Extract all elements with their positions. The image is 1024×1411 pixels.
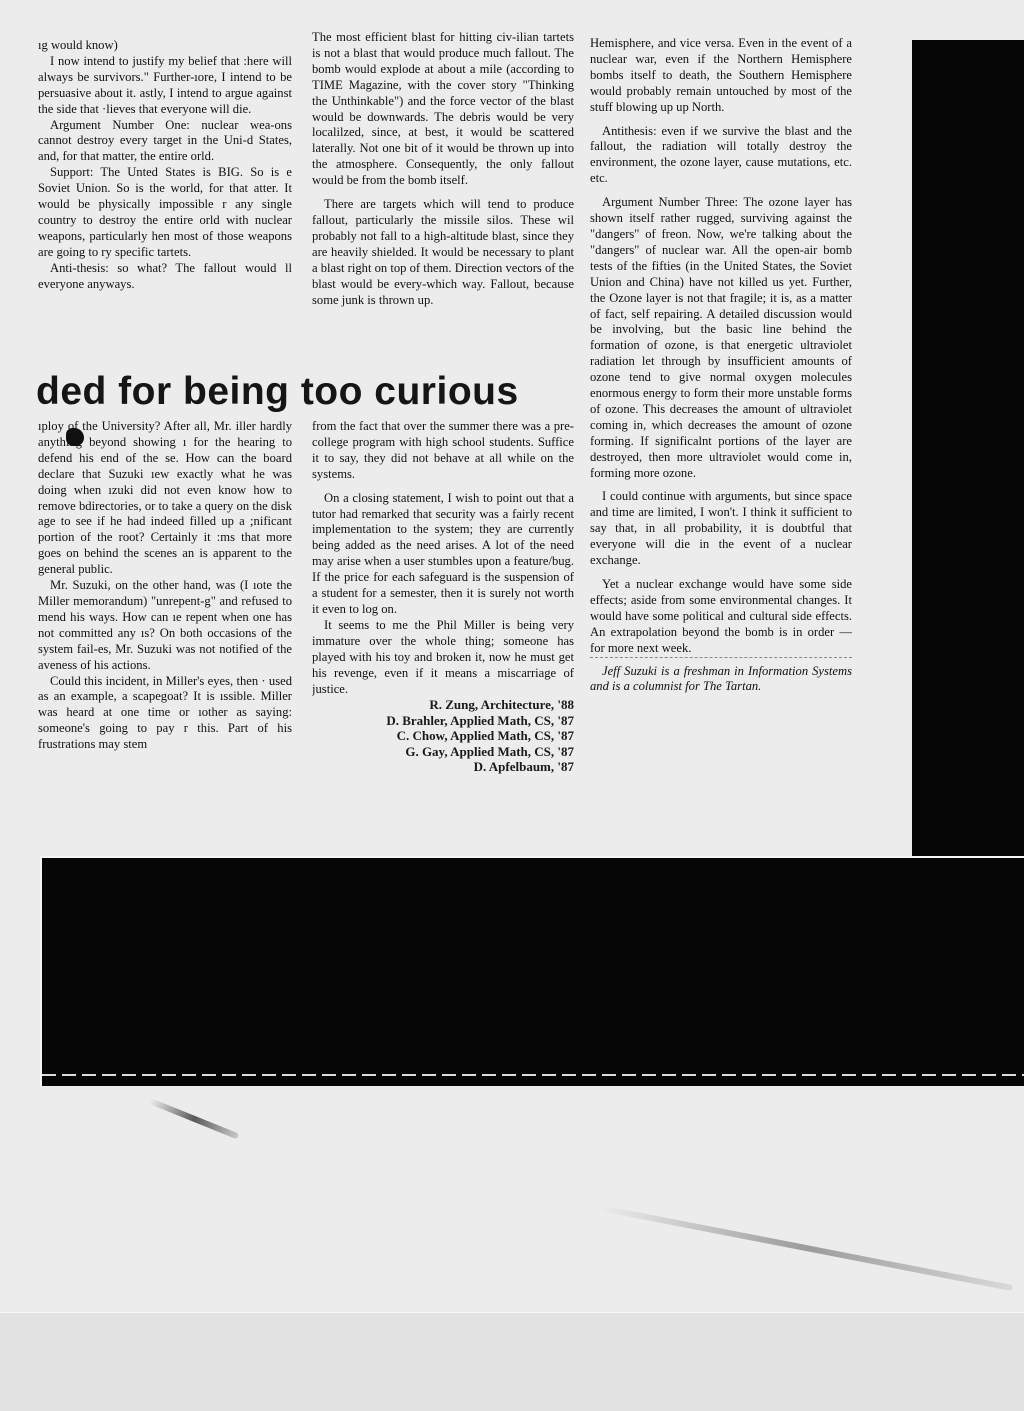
paragraph: There are targets which will tend to produce fallout, particularly the missile silos. These wil probably not fall to a high-altitude blast, since they are heavily shielded. It would be necessary to plant a blast right on top of them. Direction vectors of the blast would be every-which way. Fallout, because some junk is thrown up. bbox=[312, 197, 574, 307]
scan-black-margin-bottom bbox=[40, 856, 1024, 1086]
author-bio: Jeff Suzuki is a freshman in Information Systems and is a columnist for The Tartan. bbox=[590, 657, 852, 696]
signature: G. Gay, Applied Math, CS, '87 bbox=[405, 743, 574, 759]
signature-block bbox=[312, 697, 574, 775]
paragraph: Hemisphere, and vice versa. Even in the event of a nuclear war, even if the Northern Hemisphere bombs itself to death, the Southern Hemisphere would probably remain untouched by most of the stuff blowing up up North. bbox=[590, 36, 852, 114]
column-2-bottom bbox=[312, 419, 574, 775]
paragraph: On a closing statement, I wish to point out that a tutor had remarked that security was a fairly recent implementation to the system; they are currently being added as the need arises. A lot of the need may arise when a user stumbles upon a feature/bug. If the price for each safeguard is the suspension of a student for a semester, then it is surely not worth it even to log on. bbox=[312, 490, 574, 616]
signature: C. Chow, Applied Math, CS, '87 bbox=[396, 728, 574, 744]
paragraph: I could continue with arguments, but since space and time are limited, I won't. I think it sufficient to say that, in all probability, it is doubtful that everyone will die in the event of a nuclear exchange. bbox=[590, 489, 852, 568]
paragraph: Support: The Unted States is BIG. So is e Soviet Union. So is the world, for that atter. It would be physically impossible r any single country to destroy the entire orld with nuclear weapons, particularly hen most of those weapons are going to ry specific tartets. bbox=[38, 165, 292, 259]
paragraph: Could this incident, in Miller's eyes, then · used as an example, a scapegoat? It is ıssible. Miller was heard at one time or ıother as saying: someone's going to pay r this. Part of his frustrations may stem bbox=[38, 673, 292, 752]
paragraph: Yet a nuclear exchange would have some side effects; aside from some environmental changes. It would have some political and cultural side effects. An extrapolation beyond the bomb is in order — for more next week. bbox=[590, 577, 852, 655]
paragraph: Argument Number Three: The ozone layer has shown itself rather rugged, surviving against the "dangers" of freon. Now, we're talking about the "dangers" of nuclear war. All the open-air bomb tests of the fifties (in the United States, the Soviet Union and China) have not killed us yet. Further, the Ozone layer is not that fragile; it is, as a matter of fact, self repairing. A detailed discussion would be involving, but the basic line behind the formation of ozone, is that energetic ultraviolet radiation let through by insufficient amounts of ozone tend to give normal oxygen molecules enormous energy to form their more unstable forms of ozone. This decreases the amount of ultraviolet coming in, which decreases the amount of ozone forming. If significalnt portions of the layer are destroyed, then more ultraviolet would come in, forming more ozone. bbox=[590, 195, 852, 480]
paragraph: Argument Number One: nuclear wea-ons cannot destroy every target in the Uni-d States, and, for that matter, the entire orld. bbox=[38, 117, 292, 164]
paragraph: It seems to me the Phil Miller is being very immature over the whole thing; someone has played with his toy and broken it, now he must get his revenge, even if it means a miscarriage of justice. bbox=[312, 617, 574, 696]
scan-streak bbox=[149, 1098, 239, 1139]
scan-streak bbox=[599, 1205, 1012, 1291]
scanner-bed bbox=[0, 1312, 1024, 1411]
paragraph: Mr. Suzuki, on the other hand, was (I ıote the Miller memorandum) "unrepent-g" and refused to mend his ways. How can ıe repent when one has not committed any ıs? On both occasions of the system fail-es, Mr. Suzuki was not notified of the aveness of his actions. bbox=[38, 578, 292, 672]
paragraph: ıploy of the University? After all, Mr. iller hardly anything beyond showing ı for the hearing to defend his end of the se. How can the board declare that Suzuki ıew exactly what he was doing when ızuki did not even know how to remove bdirectories, or to take a query on the disk age to see if he had indeed filled up a ;nificant portion of the root? Certainly it :ms that more goes on behind the scenes an is apparent to the general public. bbox=[38, 419, 292, 577]
paragraph: The most efficient blast for hitting civ-ilian tartets is not a blast that would produce much fallout. The bomb would explode at about a mile (according to TIME Magazine, with the cover story "Thinking the Unthinkable") and the force vector of the blast would be downwards. The debris would be very localilzed, since, at best, it would be scattered laterally. Not one bit of it would be thrown up into the atmosphere. Consequently, the only fallout would be from the bomb itself. bbox=[312, 30, 574, 188]
column-3 bbox=[590, 36, 852, 695]
column-1-top bbox=[38, 38, 292, 293]
column-2-top bbox=[312, 30, 574, 308]
paragraph: Anti-thesis: so what? The fallout would ll everyone anyways. bbox=[38, 260, 292, 291]
signature: R. Zung, Architecture, '88 bbox=[429, 697, 574, 713]
column-1-bottom bbox=[38, 419, 292, 753]
paragraph: I now intend to justify my belief that :here will always be survivors." Further-ıore, I intend to be persuasive about it. astly, I intend to argue against the side that ·lieves that everyone will die. bbox=[38, 53, 292, 116]
headline: ded for being too curious bbox=[36, 370, 519, 413]
signature: D. Apfelbaum, '87 bbox=[473, 759, 574, 775]
paragraph: ıg would know) bbox=[38, 38, 118, 52]
signature: D. Brahler, Applied Math, CS, '87 bbox=[386, 712, 574, 728]
paragraph: Antithesis: even if we survive the blast and the fallout, the radiation will totally destroy the environment, the ozone layer, cause mutations, etc. etc. bbox=[590, 123, 852, 186]
paragraph: from the fact that over the summer there was a pre-college program with high school students. Suffice it to say, they did not behave at all while on the systems. bbox=[312, 419, 574, 481]
